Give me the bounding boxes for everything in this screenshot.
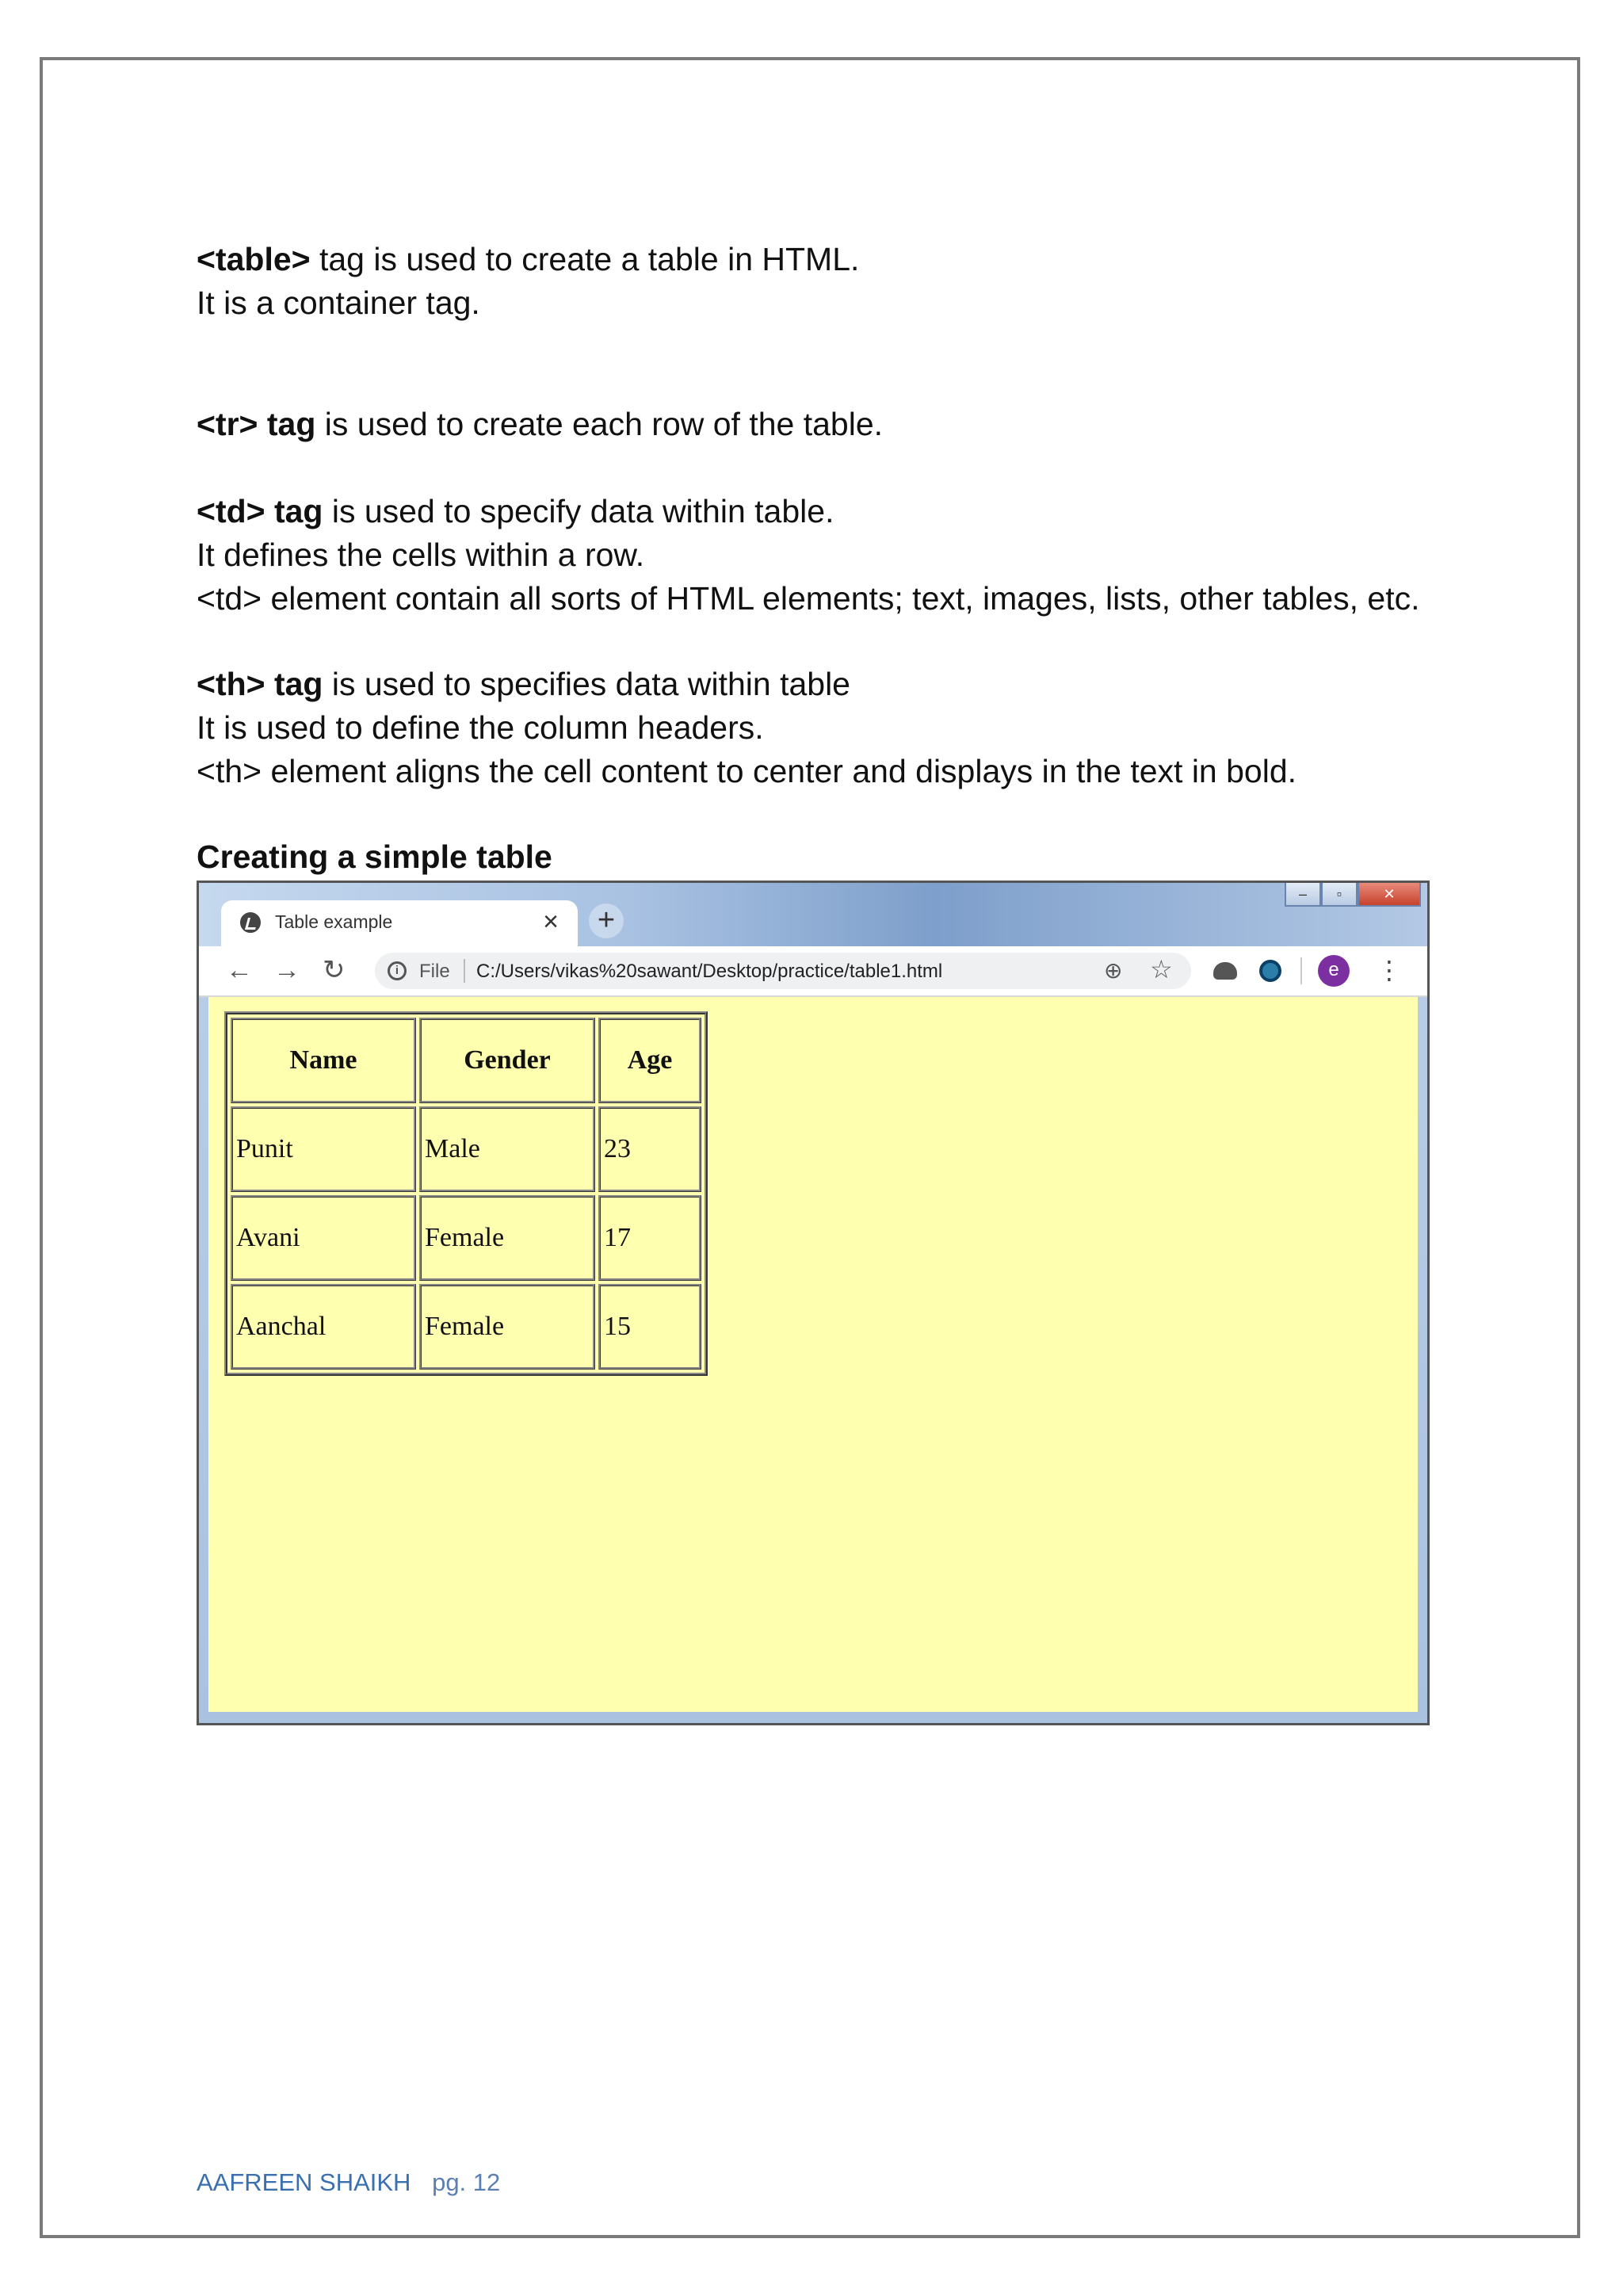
browser-tab[interactable] [221,900,578,946]
th-paragraph [197,663,1296,793]
forward-arrow-icon[interactable]: → [273,955,300,985]
tr-paragraph [197,403,883,446]
reload-icon[interactable]: ↻ [323,955,346,985]
table-row [231,1284,701,1370]
profile-icon[interactable]: e [1318,955,1350,987]
browser-toolbar [199,946,1427,997]
zoom-icon[interactable]: ⊕ [1104,958,1123,983]
header-name: Name [231,1018,416,1103]
cell-age: 23 [598,1106,701,1192]
td-tag-bold: <td> tag [197,493,323,529]
th-tag-bold: <th> tag [197,666,323,702]
td-tag-text: is used to specify data within table. [323,493,834,529]
minimize-button[interactable]: – [1285,883,1321,907]
star-icon[interactable]: ☆ [1150,955,1173,984]
url-separator [464,959,465,983]
th-headers-text: It is used to define the column headers. [197,709,764,746]
toolbar-separator [1300,957,1302,984]
table-tag-bold: <table> [197,241,311,277]
header-row [231,1018,701,1103]
window-close-button[interactable]: ✕ [1358,883,1421,907]
globe-icon [240,912,261,933]
container-tag-text: It is a container tag. [197,285,480,321]
td-paragraph [197,490,1420,621]
close-icon[interactable]: × [543,907,559,937]
back-arrow-icon[interactable]: ← [226,955,253,985]
info-icon[interactable]: i [388,961,407,980]
cell-gender: Female [419,1284,595,1370]
page-footer [197,2168,500,2197]
cell-name: Punit [231,1106,416,1192]
tr-tag-text: is used to create each row of the table. [315,406,884,442]
table-tag-text: tag is used to create a table in HTML. [310,241,860,277]
th-tag-text: is used to specifies data within table [323,666,850,702]
intro-paragraph [197,238,859,325]
cell-age: 17 [598,1195,701,1281]
example-table [224,1011,708,1376]
cloud-icon[interactable] [1213,962,1237,980]
address-bar[interactable] [375,953,1191,989]
cell-name: Avani [231,1195,416,1281]
window-controls [1285,883,1421,911]
sync-icon[interactable] [1259,960,1281,982]
url-text[interactable]: C:/Users/vikas%20sawant/Desktop/practice/table1.html [476,961,943,982]
tr-tag-bold: <tr> tag [197,406,316,442]
cell-gender: Female [419,1195,595,1281]
td-cells-text: It defines the cells within a row. [197,537,645,573]
table-row [231,1106,701,1192]
footer-author: AAFREEN SHAIKH [197,2168,411,2196]
maximize-button[interactable]: ▫ [1321,883,1358,907]
section-heading [197,835,552,879]
table-row [231,1195,701,1281]
th-align-text: <th> element aligns the cell content to center and displays in the text in bold. [197,753,1297,789]
file-label: File [419,961,450,982]
browser-titlebar [199,883,1427,946]
menu-icon[interactable]: ⋮ [1377,956,1402,984]
cell-age: 15 [598,1284,701,1370]
header-gender: Gender [419,1018,595,1103]
creating-table-heading: Creating a simple table [197,839,552,875]
tab-title: Table example [275,911,393,932]
footer-page-number: pg. 12 [432,2168,501,2196]
cell-name: Aanchal [231,1284,416,1370]
page-viewport [208,997,1418,1712]
browser-screenshot [197,881,1430,1725]
cell-gender: Male [419,1106,595,1192]
new-tab-button[interactable]: + [589,904,624,938]
header-age: Age [598,1018,701,1103]
td-contents-text: <td> element contain all sorts of HTML elements; text, images, lists, other tables, etc. [197,580,1420,617]
